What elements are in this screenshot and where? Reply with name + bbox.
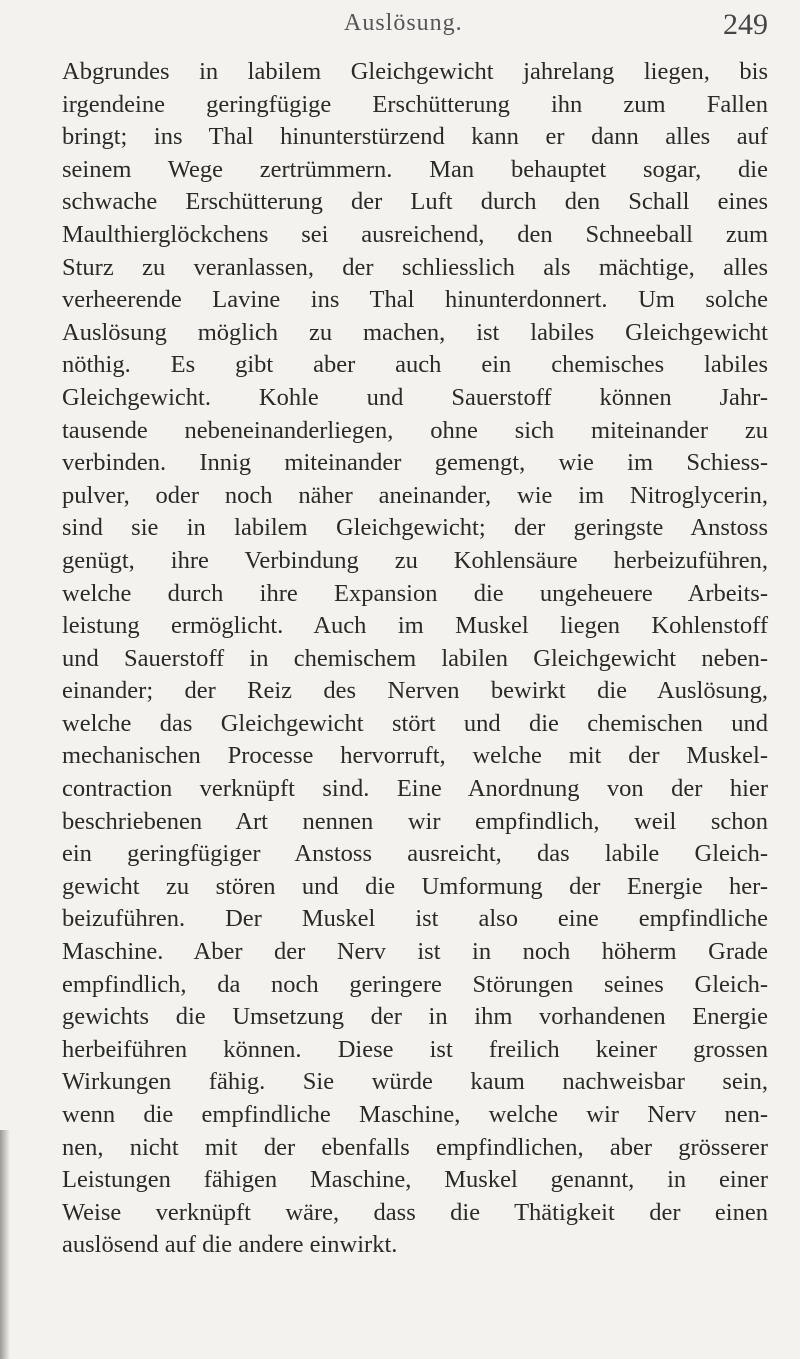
text-line: Maulthierglöckchens sei ausreichend, den Schneeball zum: [62, 220, 768, 248]
text-line: sind sie in labilem Gleichgewicht; der geringste Anstoss: [62, 514, 768, 542]
text-line: tausende nebeneinanderliegen, ohne sich miteinander zu: [62, 416, 768, 444]
body-text: [62, 56, 768, 1262]
text-line: bringt; ins Thal hinunterstürzend kann er dann alles auf: [62, 123, 768, 151]
text-line: leistung ermöglicht. Auch im Muskel liegen Kohlenstoff: [62, 612, 768, 640]
text-line: schwache Erschütterung der Luft durch den Schall eines: [62, 188, 768, 216]
text-line: beizuführen. Der Muskel ist also eine empfindliche: [62, 905, 768, 933]
text-line: gewicht zu stören und die Umformung der Energie her-: [62, 872, 768, 900]
text-line: Maschine. Aber der Nerv ist in noch höherm Grade: [62, 938, 768, 966]
text-line: wenn die empfindliche Maschine, welche wir Nerv nen-: [62, 1101, 768, 1128]
text-line: Gleichgewicht. Kohle und Sauerstoff können Jahr-: [62, 383, 768, 411]
text-line: contraction verknüpft sind. Eine Anordnung von der hier: [62, 775, 768, 803]
text-line: mechanischen Processe hervorruft, welche mit der Muskel-: [62, 742, 768, 770]
text-line: ein geringfügiger Anstoss ausreicht, das labile Gleich-: [62, 840, 768, 868]
text-line: welche das Gleichgewicht stört und die chemischen und: [62, 709, 768, 737]
text-line: nöthig. Es gibt aber auch ein chemisches labiles: [62, 351, 768, 379]
text-line: genügt, ihre Verbindung zu Kohlensäure herbeizuführen,: [62, 546, 768, 574]
text-line: seinem Wege zertrümmern. Man behauptet sogar, die: [62, 155, 768, 183]
text-line: Weise verknüpft wäre, dass die Thätigkeit der einen: [62, 1198, 768, 1226]
text-line: verheerende Lavine ins Thal hinunterdonnert. Um solche: [62, 286, 768, 314]
text-line: Leistungen fähigen Maschine, Muskel genannt, in einer: [62, 1166, 768, 1194]
text-line: einander; der Reiz des Nerven bewirkt die Auslösung,: [62, 677, 768, 705]
page-edge-shadow: [0, 1130, 10, 1359]
text-line: auslösend auf die andere einwirkt.: [62, 1231, 398, 1259]
text-line: verbinden. Innig miteinander gemengt, wie im Schiess-: [62, 449, 768, 477]
text-line: gewichts die Umsetzung der in ihm vorhandenen Energie: [62, 1003, 768, 1031]
text-line: Abgrundes in labilem Gleichgewicht jahrelang liegen, bis: [62, 58, 768, 85]
text-line: irgendeine geringfügige Erschütterung ihn zum Fallen: [62, 90, 768, 118]
text-line: und Sauerstoff in chemischem labilen Gleichgewicht neben-: [62, 644, 768, 672]
running-title: Auslösung.: [344, 10, 463, 36]
text-line: herbeiführen können. Diese ist freilich keiner grossen: [62, 1035, 768, 1063]
text-line: welche durch ihre Expansion die ungeheuere Arbeits-: [62, 579, 768, 607]
text-line: Sturz zu veranlassen, der schliesslich als mächtige, alles: [62, 253, 768, 281]
text-line: pulver, oder noch näher aneinander, wie im Nitroglycerin,: [62, 481, 768, 509]
text-line: beschriebenen Art nennen wir empfindlich, weil schon: [62, 807, 768, 835]
text-line: Wirkungen fähig. Sie würde kaum nachweisbar sein,: [62, 1068, 768, 1096]
text-line: empfindlich, da noch geringere Störungen seines Gleich-: [62, 970, 768, 998]
text-line: Auslösung möglich zu machen, ist labiles Gleichgewicht: [62, 318, 768, 346]
running-head: [64, 8, 768, 48]
page-number: 249: [723, 8, 768, 41]
text-line: nen, nicht mit der ebenfalls empfindlichen, aber grösserer: [62, 1133, 768, 1161]
